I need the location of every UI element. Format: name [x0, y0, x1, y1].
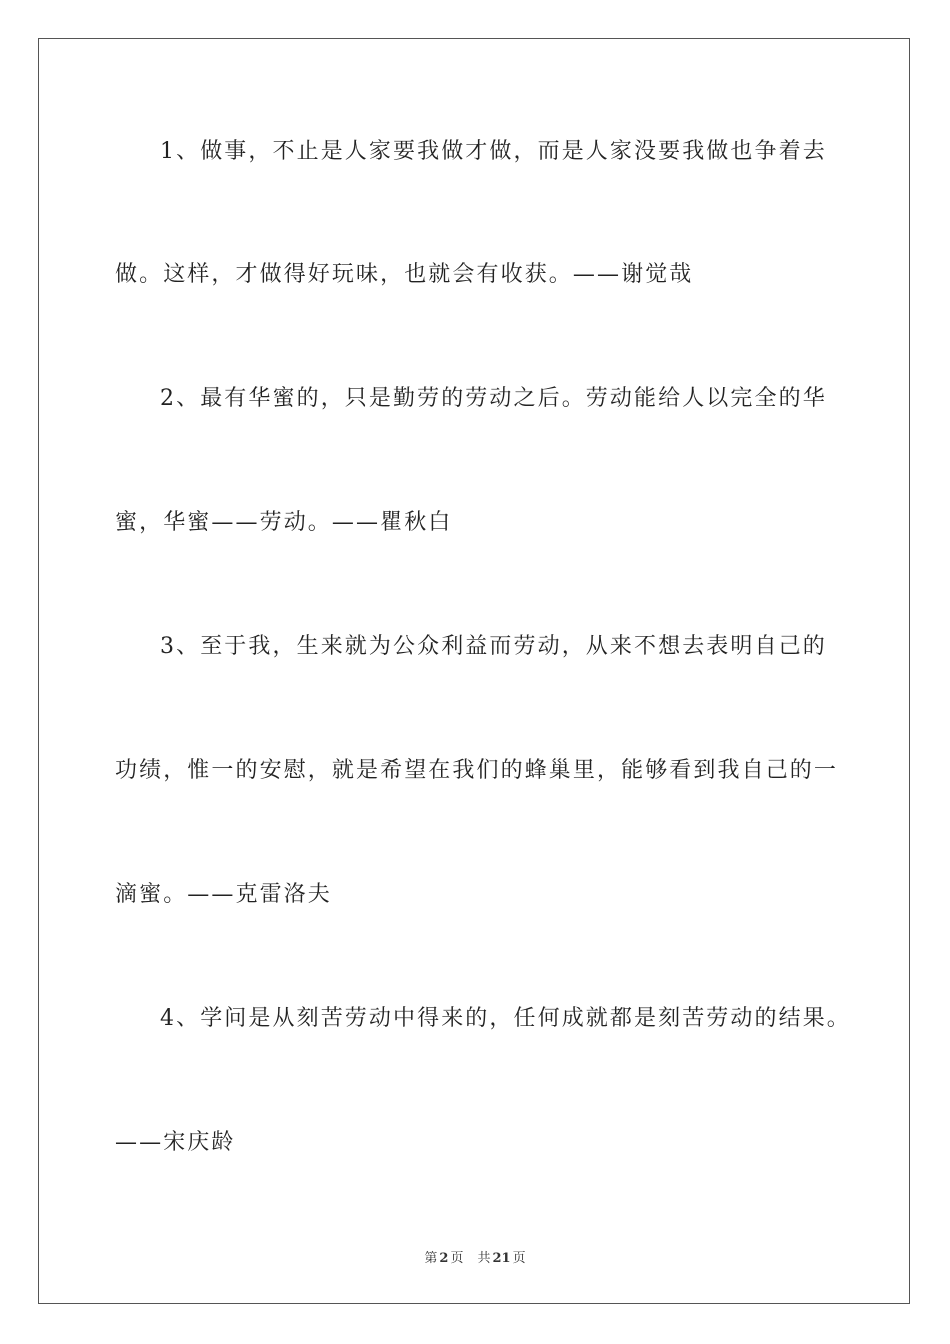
- paragraph-3-line-2: 功绩，惟一的安慰，就是希望在我们的蜂巢里，能够看到我自己的一: [115, 758, 839, 783]
- page-number: 2: [439, 1251, 449, 1266]
- page-prefix: 第: [424, 1251, 438, 1266]
- paragraph-3-line-1: 3、至于我，生来就为公众利益而劳动，从来不想去表明自己的: [160, 634, 827, 659]
- paragraph-1-line-1: 1、做事，不止是人家要我做才做，而是人家没要我做也争着去: [160, 139, 827, 164]
- page-footer: [0, 1247, 950, 1266]
- paragraph-4-line-2: ——宋庆龄: [115, 1130, 236, 1155]
- page-suffix: 页: [450, 1251, 464, 1266]
- paragraph-2-line-2: 蜜，华蜜——劳动。——瞿秋白: [115, 510, 453, 535]
- total-suffix: 页: [512, 1251, 526, 1266]
- total-pages: 21: [492, 1251, 511, 1266]
- paragraph-3-line-3: 滴蜜。——克雷洛夫: [115, 882, 332, 907]
- total-prefix: 共: [477, 1251, 491, 1266]
- paragraph-1-line-2: 做。这样，才做得好玩味，也就会有收获。——谢觉哉: [115, 262, 694, 287]
- paragraph-4-line-1: 4、学问是从刻苦劳动中得来的，任何成就都是刻苦劳动的结果。: [160, 1006, 851, 1031]
- page-border: [38, 38, 910, 1304]
- paragraph-2-line-1: 2、最有华蜜的，只是勤劳的劳动之后。劳动能给人以完全的华: [160, 386, 827, 411]
